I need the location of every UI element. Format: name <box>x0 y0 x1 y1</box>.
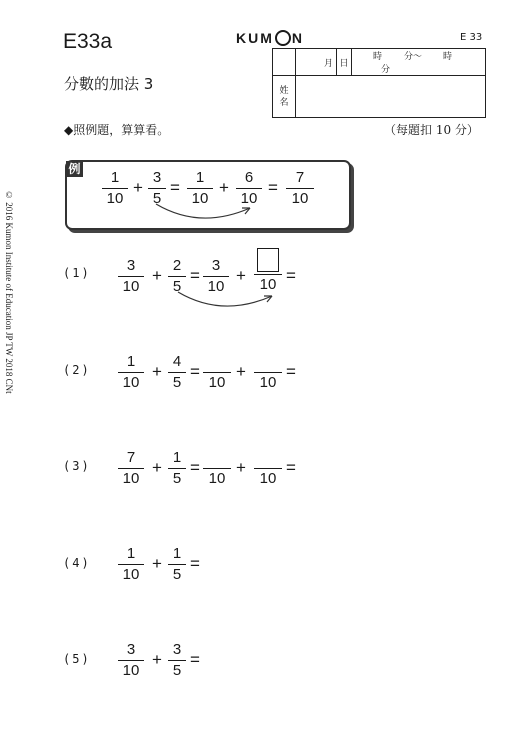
blank-cell <box>273 49 296 76</box>
p1-fraction-a: 3 10 <box>118 257 144 296</box>
numerator-answer-box[interactable] <box>257 248 279 272</box>
plus-sign: + <box>133 178 143 197</box>
example-fraction-d: 6 10 <box>236 169 262 208</box>
name-label: 姓 名 <box>273 76 296 118</box>
p3-fraction-a: 7 10 <box>118 449 144 488</box>
plus-sign: + <box>236 266 246 285</box>
score-note: （每題扣 10 分） <box>384 123 479 137</box>
p2-fraction-b: 4 5 <box>168 353 186 392</box>
date-name-box <box>272 48 486 118</box>
equals-sign: = <box>190 650 200 669</box>
worksheet-title: 分數的加法 3 <box>64 75 154 93</box>
plus-sign: + <box>152 362 162 381</box>
plus-sign: + <box>152 266 162 285</box>
example-fraction-a: 1 10 <box>102 169 128 208</box>
minute-label-2: 分 <box>380 65 390 75</box>
logo-text-right: N <box>291 30 305 46</box>
example-fraction-b: 3 5 <box>148 169 166 208</box>
problem-label-3: (3) <box>63 459 91 473</box>
problem-label-5: (5) <box>63 652 91 666</box>
equals-sign: = <box>286 458 296 477</box>
p5-fraction-b: 3 5 <box>168 641 186 680</box>
hour-label-2: 時 <box>442 52 452 62</box>
equals-sign: = <box>286 362 296 381</box>
logo-text-left: KUM <box>236 30 274 46</box>
p2-fraction-a: 1 10 <box>118 353 144 392</box>
p1-fraction-b: 2 5 <box>168 257 186 296</box>
equals-sign: = <box>286 266 296 285</box>
day-label: 日 <box>337 49 352 76</box>
p2-fraction-c: 10 <box>203 353 231 392</box>
p3-fraction-c: 10 <box>203 449 231 488</box>
equals-sign: = <box>190 362 200 381</box>
problem1-arrow <box>172 288 282 312</box>
equals-sign: = <box>190 554 200 573</box>
equals-sign: = <box>190 458 200 477</box>
p2-fraction-d: 10 <box>254 353 282 392</box>
time-cell <box>352 49 486 76</box>
equals-sign: = <box>268 178 278 197</box>
p4-fraction-b: 1 5 <box>168 545 186 584</box>
minute-label: 分～ <box>403 52 422 62</box>
problem-label-2: (2) <box>63 363 91 377</box>
plus-sign: + <box>152 554 162 573</box>
name-field[interactable] <box>296 76 486 118</box>
plus-sign: + <box>236 362 246 381</box>
copyright-text: © 2016 Kumon Institute of Education JP TW 2018 CNt <box>4 190 14 394</box>
example-label: 例 <box>66 161 83 177</box>
p3-fraction-b: 1 5 <box>168 449 186 488</box>
p1-fraction-c: 3 10 <box>203 257 229 296</box>
hour-label: 時 <box>372 52 382 62</box>
equals-sign: = <box>170 178 180 197</box>
kumon-logo <box>236 30 304 46</box>
instructions-text: ◆照例題，算算看。 <box>64 123 170 137</box>
logo-o-icon <box>275 30 291 46</box>
month-label: 月 <box>296 49 337 76</box>
p1-fraction-d: 10 <box>254 248 282 294</box>
worksheet-code: E33a <box>63 30 113 53</box>
example-fraction-e: 7 10 <box>286 169 314 208</box>
worksheet-code-small: E 33 <box>460 32 483 43</box>
plus-sign: + <box>236 458 246 477</box>
p5-fraction-a: 3 10 <box>118 641 144 680</box>
p4-fraction-a: 1 10 <box>118 545 144 584</box>
example-fraction-c: 1 10 <box>187 169 213 208</box>
plus-sign: + <box>152 650 162 669</box>
problem-label-4: (4) <box>63 556 91 570</box>
problem-label-1: (1) <box>63 266 91 280</box>
p3-fraction-d: 10 <box>254 449 282 488</box>
equals-sign: = <box>190 266 200 285</box>
plus-sign: + <box>219 178 229 197</box>
plus-sign: + <box>152 458 162 477</box>
example-arrow <box>150 200 260 224</box>
